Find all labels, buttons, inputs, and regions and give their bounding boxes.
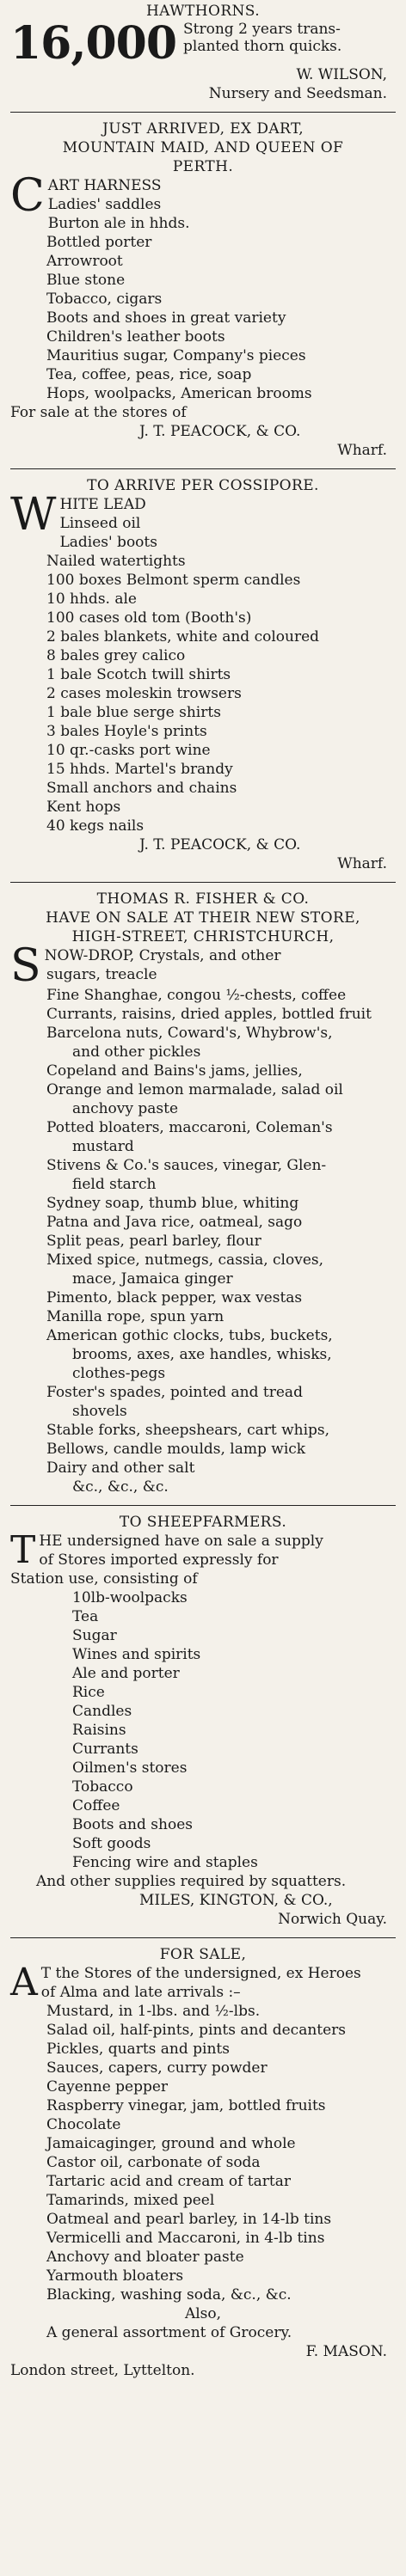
peacock2-item-list	[10, 514, 396, 835]
list-item: Coffee	[72, 1797, 120, 1814]
list-item: Fine Shanghae, congou ½-chests, coffee	[46, 987, 347, 1004]
list-item: Bellows, candle moulds, lamp wick	[46, 1441, 306, 1458]
list-item: Cayenne pepper	[46, 2078, 169, 2096]
list-item: Currants	[72, 1741, 138, 1758]
list-item: Ladies' boots	[59, 534, 157, 551]
list-item: Currants, raisins, dried apples, bottled fruit	[46, 1006, 372, 1023]
fisher-first-line-1: NOW-DROP, Crystals, and other	[44, 947, 281, 964]
list-item: 8 bales grey calico	[46, 647, 186, 664]
list-item: Tobacco	[72, 1778, 133, 1796]
list-item: Yarmouth bloaters	[46, 2267, 184, 2285]
list-item: Bottled porter	[46, 234, 152, 251]
list-item: 100 boxes Belmont sperm candles	[46, 572, 301, 589]
list-item: Candles	[72, 1703, 132, 1720]
mason-heading: FOR SALE,	[159, 1946, 247, 1963]
list-item: 10lb-woolpacks	[72, 1589, 188, 1606]
divider	[10, 1937, 396, 1938]
list-item: brooms, axes, axe handles, whisks,	[72, 1346, 332, 1363]
hawthorns-text-1: Strong 2 years trans-	[183, 21, 341, 38]
list-item: Manilla rope, spun yarn	[46, 1308, 225, 1325]
divider	[10, 112, 396, 113]
peacock1-heading-1: JUST ARRIVED, EX DART,	[102, 120, 304, 138]
hawthorns-role: Nursery and Seedsman.	[208, 85, 387, 102]
divider	[10, 1505, 396, 1506]
list-item: shovels	[72, 1403, 127, 1420]
hawthorns-seller: W. WILSON,	[296, 66, 387, 83]
fisher-heading-3: HIGH-STREET, CHRISTCHURCH,	[71, 928, 335, 945]
list-item: 1 bale blue serge shirts	[46, 704, 221, 721]
peacock2-seller: J. T. PEACOCK, & CO.	[139, 836, 301, 854]
peacock1-dropcap: C	[10, 170, 45, 222]
mason-dropcap: A	[10, 1961, 38, 2004]
mason-first-line-2: of Alma and late arrivals :–	[40, 1984, 241, 2001]
peacock-to-arrive-ad	[0, 474, 406, 877]
peacock2-place: Wharf.	[337, 855, 387, 872]
list-item: Hops, woolpacks, American brooms	[46, 385, 312, 402]
hawthorns-text-2: planted thorn quicks.	[183, 38, 342, 55]
list-item: Blue stone	[46, 272, 126, 289]
list-item: Castor oil, carbonate of soda	[46, 2154, 261, 2171]
list-item: 100 cases old tom (Booth's)	[46, 609, 252, 627]
list-item: Rice	[72, 1684, 105, 1701]
list-item: Wines and spirits	[72, 1646, 201, 1663]
sheepfarmers-heading: TO SHEEPFARMERS.	[119, 1514, 287, 1531]
list-item: Nailed watertights	[46, 553, 186, 570]
list-item: Dairy and other salt	[46, 1459, 195, 1477]
list-item: Boots and shoes	[72, 1816, 193, 1833]
list-item: clothes-pegs	[72, 1365, 166, 1382]
sheepfarmers-item-list	[10, 1588, 396, 1872]
sheepfarmers-place: Norwich Quay.	[278, 1911, 387, 1928]
fisher-ad	[0, 888, 406, 1500]
list-item: Split peas, pearl barley, flour	[46, 1233, 261, 1250]
fisher-first-line-2: sugars, treacle	[46, 966, 157, 983]
sheepfarmers-ad	[0, 1511, 406, 1932]
list-item: American gothic clocks, tubs, buckets,	[46, 1327, 333, 1344]
divider	[10, 468, 396, 469]
list-item: 15 hhds. Martel's brandy	[46, 761, 233, 778]
mason-item-list	[10, 2002, 396, 2304]
list-item: anchovy paste	[72, 1100, 179, 1117]
list-item: Kent hops	[46, 798, 121, 816]
list-item: Sauces, capers, curry powder	[46, 2059, 268, 2077]
list-item: &c., &c., &c.	[72, 1478, 169, 1496]
mason-address: London street, Lyttelton.	[10, 2362, 195, 2379]
divider	[10, 882, 396, 883]
list-item: Tea	[72, 1608, 99, 1625]
list-item: Vermicelli and Maccaroni, in 4-lb tins	[46, 2230, 325, 2247]
list-item: Pimento, black pepper, wax vestas	[46, 1289, 303, 1306]
list-item: Oatmeal and pearl barley, in 14-lb tins	[46, 2211, 332, 2228]
list-item: mace, Jamaica ginger	[72, 1270, 233, 1288]
list-item: Pickles, quarts and pints	[46, 2041, 230, 2058]
list-item: 40 kegs nails	[46, 817, 145, 835]
list-item: Jamaicaginger, ground and whole	[46, 2135, 296, 2152]
peacock1-item-list	[10, 195, 396, 403]
fisher-dropcap: S	[10, 940, 41, 992]
list-item: 3 bales Hoyle's prints	[46, 723, 207, 740]
mason-seller: F. MASON.	[305, 2343, 387, 2360]
list-item: Oilmen's stores	[72, 1759, 188, 1777]
fisher-item-list	[10, 986, 396, 1496]
sheepfarmers-dropcap: T	[10, 1528, 36, 1572]
peacock2-first-item: HITE LEAD	[59, 496, 146, 513]
list-item: Stable forks, sheepshears, cart whips,	[46, 1422, 330, 1439]
list-item: Tamarinds, mixed peel	[46, 2192, 215, 2209]
list-item: Tartaric acid and cream of tartar	[46, 2173, 291, 2190]
list-item: Copeland and Bains's jams, jellies,	[46, 1062, 303, 1080]
list-item: field starch	[72, 1176, 157, 1193]
list-item: Arrowroot	[46, 253, 123, 270]
peacock1-place: Wharf.	[337, 442, 387, 459]
mason-general: A general assortment of Grocery.	[46, 2324, 292, 2341]
list-item: Mixed spice, nutmegs, cassia, cloves,	[46, 1251, 324, 1269]
list-item: and other pickles	[72, 1043, 201, 1061]
list-item: 2 bales blankets, white and coloured	[46, 628, 320, 646]
peacock2-dropcap: W	[10, 489, 57, 541]
list-item: Mustard, in 1-lbs. and ½-lbs.	[46, 2003, 261, 2020]
mason-first-line-1: T the Stores of the undersigned, ex Heroes	[40, 1965, 361, 1982]
list-item: Salad oil, half-pints, pints and decanters	[46, 2022, 347, 2039]
peacock-just-arrived-ad	[0, 118, 406, 463]
list-item: 2 cases moleskin trowsers	[46, 685, 242, 702]
sheepfarmers-footer: And other supplies required by squatters.	[36, 1873, 347, 1890]
list-item: Ladies' saddles	[47, 196, 162, 213]
peacock1-footer: For sale at the stores of	[10, 404, 187, 421]
list-item: Fencing wire and staples	[72, 1854, 258, 1871]
fisher-heading-2: HAVE ON SALE AT THEIR NEW STORE,	[46, 909, 360, 927]
list-item: 1 bale Scotch twill shirts	[46, 666, 231, 683]
list-item: Soft goods	[72, 1835, 151, 1852]
mason-for-sale-ad	[0, 1943, 406, 2383]
list-item: Mauritius sugar, Company's pieces	[46, 347, 306, 364]
list-item: Boots and shoes in great variety	[46, 309, 286, 327]
peacock2-heading: TO ARRIVE PER COSSIPORE.	[87, 477, 319, 494]
list-item: Small anchors and chains	[46, 780, 237, 797]
list-item: Tea, coffee, peas, rice, soap	[46, 366, 252, 383]
list-item: Linseed oil	[59, 515, 141, 532]
sheepfarmers-first-line-1: HE undersigned have on sale a supply	[39, 1533, 323, 1550]
list-item: Foster's spades, pointed and tread	[46, 1384, 303, 1401]
list-item: Anchovy and bloater paste	[46, 2249, 244, 2266]
list-item: Sydney soap, thumb blue, whiting	[46, 1195, 299, 1212]
list-item: Raisins	[72, 1722, 126, 1739]
list-item: 10 qr.-casks port wine	[46, 742, 211, 759]
hawthorns-heading: HAWTHORNS.	[145, 3, 261, 20]
peacock1-heading-2: MOUNTAIN MAID, AND QUEEN OF	[62, 139, 344, 156]
peacock1-seller: J. T. PEACOCK, & CO.	[139, 423, 301, 440]
list-item: Children's leather boots	[46, 328, 225, 346]
hawthorns-ad	[0, 0, 406, 107]
list-item: Raspberry vinegar, jam, bottled fruits	[46, 2097, 326, 2114]
list-item: 10 hhds. ale	[46, 590, 137, 608]
list-item: Patna and Java rice, oatmeal, sago	[46, 1214, 303, 1231]
peacock1-heading-3: PERTH.	[172, 158, 234, 175]
list-item: Blacking, washing soda, &c., &c.	[46, 2286, 292, 2304]
list-item: mustard	[72, 1138, 134, 1155]
list-item: Chocolate	[46, 2116, 121, 2133]
list-item: Barcelona nuts, Coward's, Whybrow's,	[46, 1025, 333, 1042]
list-item: Orange and lemon marmalade, salad oil	[46, 1081, 343, 1098]
list-item: Ale and porter	[72, 1665, 180, 1682]
hawthorns-quantity: 16,000	[10, 17, 177, 70]
fisher-heading-1: THOMAS R. FISHER & CO.	[96, 890, 310, 908]
list-item: Tobacco, cigars	[46, 291, 163, 308]
peacock1-first-item: ART HARNESS	[47, 177, 162, 194]
sheepfarmers-first-line-3: Station use, consisting of	[10, 1570, 198, 1588]
list-item: Sugar	[72, 1627, 117, 1644]
list-item: Stivens & Co.'s sauces, vinegar, Glen-	[46, 1157, 327, 1174]
sheepfarmers-seller: MILES, KINGTON, & CO.,	[139, 1892, 333, 1909]
list-item: Burton ale in hhds.	[47, 215, 190, 232]
list-item: Potted bloaters, maccaroni, Coleman's	[46, 1119, 333, 1136]
mason-also: Also,	[184, 2305, 222, 2322]
sheepfarmers-first-line-2: of Stores imported expressly for	[39, 1551, 279, 1569]
